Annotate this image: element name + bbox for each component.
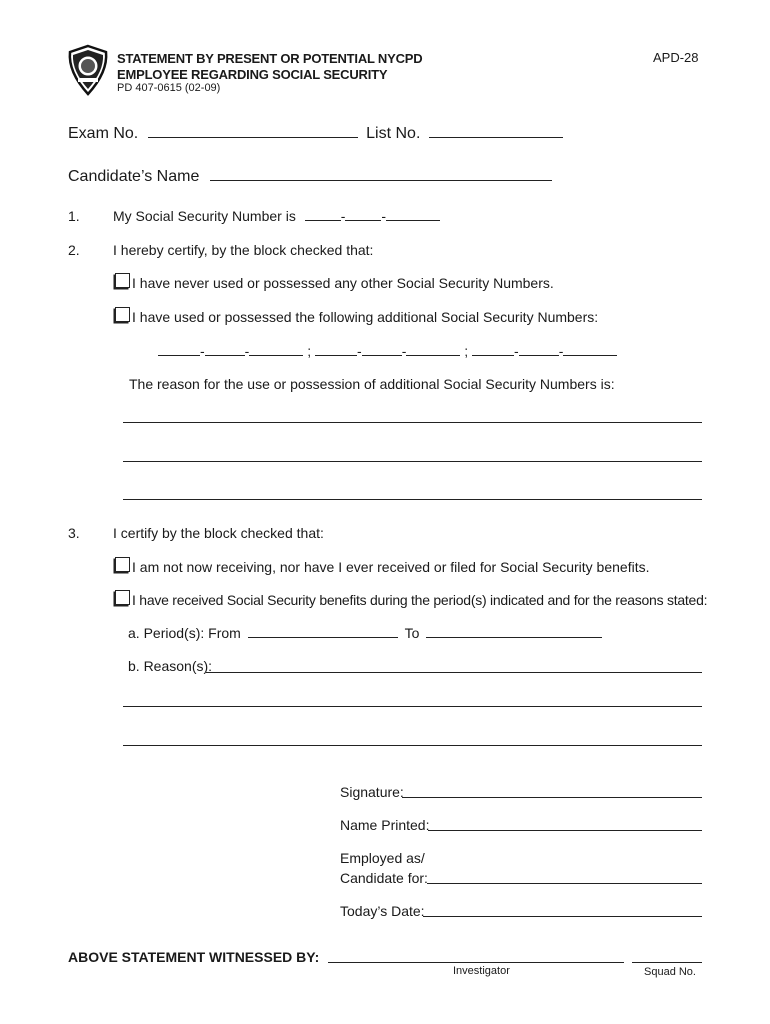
exam-number-field[interactable] xyxy=(148,121,358,138)
item3-option-b-checkbox[interactable] xyxy=(115,590,130,605)
item3-option-a-checkbox[interactable] xyxy=(115,557,130,572)
item3-text: I certify by the block checked that: xyxy=(113,525,324,541)
squad-number-field[interactable] xyxy=(632,962,702,963)
form-code: APD-28 xyxy=(653,50,699,65)
form-title-line2: EMPLOYEE REGARDING SOCIAL SECURITY xyxy=(117,67,388,82)
item3-option-b-label: I have received Social Security benefits during the period(s) indicated and for the reasons stated: xyxy=(132,592,708,608)
reason-line-2[interactable] xyxy=(123,461,702,462)
item3-number: 3. xyxy=(68,525,80,541)
additional-ssn2-part2[interactable] xyxy=(362,344,402,356)
period-from-field[interactable] xyxy=(248,625,398,638)
form-number: PD 407-0615 (02-09) xyxy=(117,82,221,94)
candidate-name-field[interactable] xyxy=(210,164,552,181)
item2-option-a-label: I have never used or possessed any other Social Security Numbers. xyxy=(132,275,554,291)
nypd-badge-logo xyxy=(66,44,110,96)
additional-ssn2-part1[interactable] xyxy=(315,344,357,356)
employed-label-line1: Employed as/ xyxy=(340,850,425,866)
period-from-label: a. Period(s): From xyxy=(128,625,241,641)
exam-row xyxy=(68,121,563,143)
squad-caption: Squad No. xyxy=(644,966,696,978)
signature-field[interactable] xyxy=(402,797,702,798)
ssn-row: My Social Security Number is - - xyxy=(113,208,440,224)
candidate-row xyxy=(68,164,552,186)
ssn-part2-field[interactable] xyxy=(345,209,381,221)
ssn-part1-field[interactable] xyxy=(305,209,341,221)
additional-ssn3-part1[interactable] xyxy=(472,344,514,356)
todays-date-field[interactable] xyxy=(423,916,702,917)
additional-ssn1-part3[interactable] xyxy=(249,344,303,356)
reason-line-3[interactable] xyxy=(123,499,702,500)
additional-ssn3-part3[interactable] xyxy=(563,344,617,356)
item2-text: I hereby certify, by the block checked that: xyxy=(113,242,374,258)
item1-number: 1. xyxy=(68,208,80,224)
item2-number: 2. xyxy=(68,242,80,258)
candidate-name-label: Candidate’s Name xyxy=(68,168,200,185)
additional-ssn1-part2[interactable] xyxy=(205,344,245,356)
item3-option-a-label: I am not now receiving, nor have I ever received or filed for Social Security benefits. xyxy=(132,559,650,575)
reason-prompt: The reason for the use or possession of additional Social Security Numbers is: xyxy=(129,376,615,392)
reason-line-1[interactable] xyxy=(123,422,702,423)
investigator-caption: Investigator xyxy=(453,965,510,977)
name-printed-label: Name Printed: xyxy=(340,817,430,833)
employed-as-field[interactable] xyxy=(427,883,702,884)
signature-label: Signature: xyxy=(340,784,404,800)
todays-date-label: Today’s Date: xyxy=(340,903,425,919)
reasons-line-2[interactable] xyxy=(123,706,702,707)
name-printed-field[interactable] xyxy=(428,830,702,831)
ssn-separator: ; xyxy=(307,343,312,359)
list-label: List No. xyxy=(366,125,421,142)
ssn-label: My Social Security Number is xyxy=(113,208,296,224)
additional-ssn3-part2[interactable] xyxy=(519,344,559,356)
reasons-line-3[interactable] xyxy=(123,745,702,746)
item2-option-a-checkbox[interactable] xyxy=(115,273,130,288)
item2-option-b-label: I have used or possessed the following additional Social Security Numbers: xyxy=(132,309,599,325)
period-row xyxy=(128,625,602,641)
additional-ssn1-part1[interactable] xyxy=(158,344,200,356)
additional-ssn-row: - - ; - - ; - - xyxy=(158,343,617,359)
investigator-field[interactable] xyxy=(328,962,624,963)
additional-ssn2-part3[interactable] xyxy=(406,344,460,356)
item2-option-b-checkbox[interactable] xyxy=(115,307,130,322)
ssn-part3-field[interactable] xyxy=(386,209,440,221)
employed-label-line2: Candidate for: xyxy=(340,870,428,886)
witness-label: ABOVE STATEMENT WITNESSED BY: xyxy=(68,949,320,965)
ssn-separator: ; xyxy=(464,343,469,359)
period-to-field[interactable] xyxy=(426,625,602,638)
exam-label: Exam No. xyxy=(68,125,139,142)
period-to-label: To xyxy=(404,625,420,641)
form-title-line1: STATEMENT BY PRESENT OR POTENTIAL NYCPD xyxy=(117,51,423,66)
reasons-line-1[interactable] xyxy=(206,672,702,673)
list-number-field[interactable] xyxy=(429,121,563,138)
reasons-label: b. Reason(s): xyxy=(128,658,213,674)
